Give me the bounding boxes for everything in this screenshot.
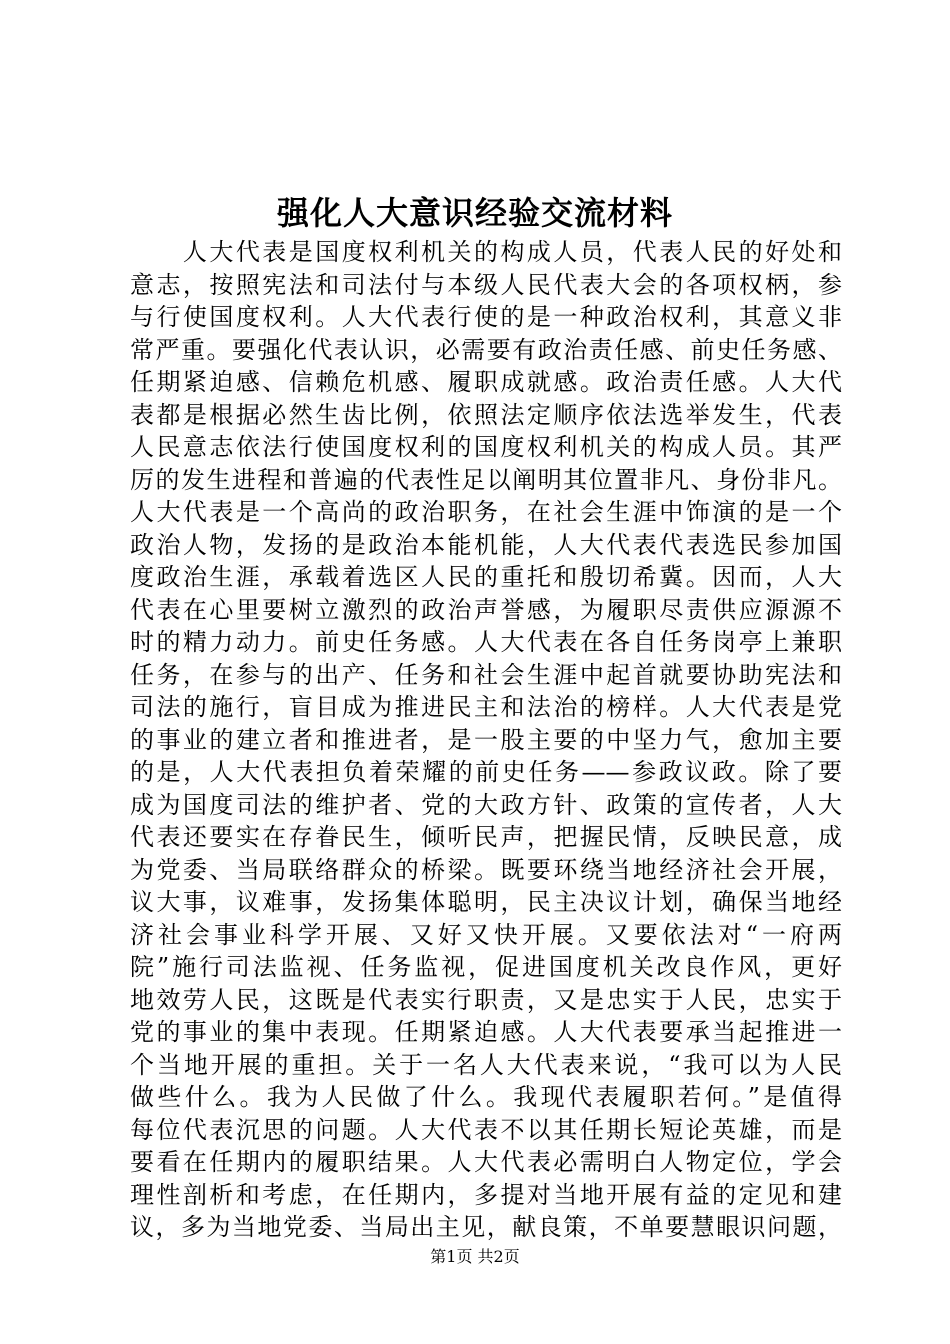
body-line: 要看在任期内的履职结果。人大代表必需明白人物定位，学会 [130, 1148, 842, 1176]
body-line: 院”施行司法监视、任务监视，促进国度机关改良作风，更好 [130, 953, 842, 981]
body-line: 人大代表是国度权利机关的构成人员，代表人民的好处和 [130, 238, 842, 266]
body-line: 议大事，议难事，发扬集体聪明，民主决议计划，确保当地经 [130, 888, 842, 916]
page-footer: 第1页 共2页 [430, 1247, 520, 1266]
body-line: 做些什么。我为人民做了什么。我现代表履职若何。”是值得 [130, 1083, 842, 1111]
body-line: 代表在心里要树立激烈的政治声誉感，为履职尽责供应源源不 [130, 595, 842, 624]
body-line: 议，多为当地党委、当局出主见，献良策，不单要慧眼识问题， [130, 1213, 842, 1241]
body-line: 的事业的建立者和推进者，是一股主要的中坚力气，愈加主要 [130, 725, 842, 754]
body-line: 理性剖析和考虑，在任期内，多提对当地开展有益的定见和建 [130, 1180, 842, 1209]
body-line: 党的事业的集中表现。任期紧迫感。人大代表要承当起推进一 [130, 1018, 842, 1046]
body-line: 人大代表是一个高尚的政治职务，在社会生涯中饰演的是一个 [130, 498, 842, 526]
body-line: 代表还要实在存眷民生，倾听民声，把握民情，反映民意，成 [130, 823, 842, 851]
body-line: 任务，在参与的出产、任务和社会生涯中起首就要协助宪法和 [130, 660, 842, 689]
body-line: 个当地开展的重担。关于一名人大代表来说，“我可以为人民 [130, 1050, 842, 1079]
body-line: 度政治生涯，承载着选区人民的重托和殷切希冀。因而，人大 [130, 563, 842, 591]
body-line: 的是，人大代表担负着荣耀的前史任务——参政议政。除了要 [130, 758, 842, 786]
body-line: 司法的施行，盲目成为推进民主和法治的榜样。人大代表是党 [130, 693, 842, 721]
body-line: 政治人物，发扬的是政治本能机能，人大代表代表选民参加国 [130, 530, 842, 559]
body-line: 表都是根据必然生齿比例，依照法定顺序依法选举发生，代表 [130, 400, 842, 429]
body-line: 为党委、当局联络群众的桥梁。既要环绕当地经济社会开展， [130, 855, 842, 884]
body-line: 每位代表沉思的问题。人大代表不以其任期长短论英雄，而是 [130, 1115, 842, 1144]
body-line: 任期紧迫感、信赖危机感、履职成就感。政治责任感。人大代 [130, 368, 842, 396]
body-line: 厉的发生进程和普遍的代表性足以阐明其位置非凡、身份非凡。 [130, 465, 842, 494]
body-paragraph [130, 236, 842, 1244]
body-line: 常严重。要强化代表认识，必需要有政治责任感、前史任务感、 [130, 335, 842, 364]
document-title: 强化人大意识经验交流材料 [276, 194, 673, 232]
body-line: 济社会事业科学开展、又好又快开展。又要依法对“一府两 [130, 920, 842, 949]
body-line: 时的精力动力。前史任务感。人大代表在各自任务岗亭上兼职 [130, 628, 842, 656]
body-line: 成为国度司法的维护者、党的大政方针、政策的宣传者，人大 [130, 790, 842, 819]
body-line: 与行使国度权利。人大代表行使的是一种政治权利，其意义非 [130, 303, 842, 331]
body-line: 意志，按照宪法和司法付与本级人民代表大会的各项权柄，参 [130, 270, 842, 299]
body-line: 人民意志依法行使国度权利的国度权利机关的构成人员。其严 [130, 433, 842, 461]
body-line: 地效劳人民，这既是代表实行职责，又是忠实于人民，忠实于 [130, 985, 842, 1014]
